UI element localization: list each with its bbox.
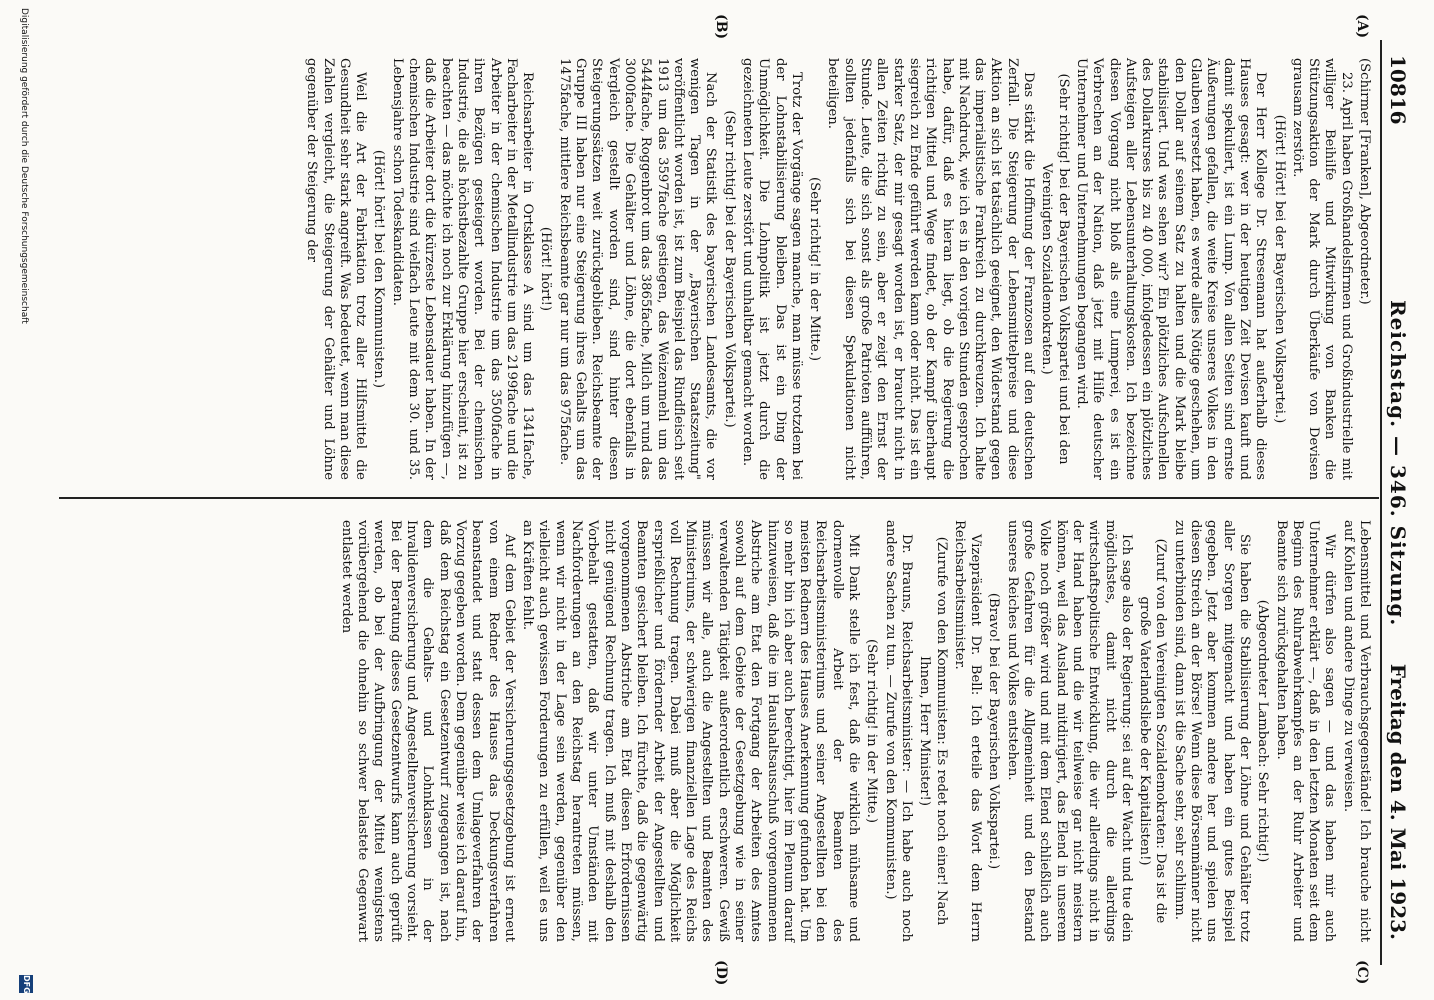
running-title: Reichstag. — 346. Sitzung. (1386, 300, 1410, 627)
paragraph: Der Herr Kollege Dr. Stresemann hat außerhalb dieses Hauses gesagt: wer in der heutigen Zeit Devisen kauft und damit spekuliert, ist ein Lump. Von allen Seiten sind ernste Äußerungen gefallen, die weite Kreise unseres Volkes in den Glauben versetzt haben, es werde alles Nötige geschehen, um den Dollar auf seinem Satz zu halten und die Mark bleibe stabilisiert. Und was sehen wir? Ein plötzliches Aufschnellen des Dollarkurses bis zu 40 000, infolgedessen ein plötzliches Aufsteigen aller Lebensunterhaltungskosten. Ich bezeichne diesen Vorgang nicht bloß als eine Lumperei, es ist ein Verbrechen an der Nation, daß jetzt mit Hilfe deutscher Unternehmer und Unternehmungen begangen wird. (1073, 58, 1269, 480)
interjection: (Sehr richtig! in der Mitte.) (864, 639, 880, 823)
paragraph: Das stärkt die Hoffnung der Franzosen auf den deutschen Zerfall. Die Steigerung der Lebensmittelpreise und diese Aktion an sich ist tatsächlich geeignet, den Widerstand gegen das imperialistische Frankreich zu durchkreuzen. Ich halte mit Nachdruck, wie ich es in den vorigen Stunden gesprochen habe, dafür, daß es hieran liegt, ob die Regierung die richtigen Mittel und Wege findet, ob der Kampf überhaupt siegreich zu Ende geführt werden kann oder nicht. Das ist ein starker Satz, der mir gesagt worden ist, er braucht nicht in allen Zeiten richtig zu sein, aber er zeigt den Ernst der Stunde. Leute, die sich sonst als große Patrioten aufführen, sollten jedenfalls sich bei diesen Spekulationen nicht beteiligen. (825, 58, 1037, 480)
digitization-note: Digitalisierung gefördert durch die Deutsche Forschungsgemeinschaft (19, 8, 29, 324)
paragraph: Ich sage also der Regierung: sei auf der Wacht und tue dein möglichstes, damit nicht durch die allerdings wirtschaftspolitische Entwicklung, die wir allerdings nicht in der Hand haben und die wir teilweise gar nicht meistern können, weil das Ausland mitdirigiert, das Elend in unserem Volke noch größer wird und mit dem Elend schließlich auch große Gefahren für die Allgemeinheit und den Bestand unseres Reiches und Volkes entstehen. (1004, 520, 1134, 942)
paragraph: Reichsarbeiter in Ortsklasse A sind um das 1341fache, Facharbeiter in der Metallindustrie um das 2199fache und die Arbeiter in der chemischen Industrie um das 3500fache in ihren Bezügen gesteigert worden. Bei der chemischen Industrie, die als höchstbezahlte Gruppe hier erscheint, ist zu beachten — das möchte ich noch zur Erklärung hinzufügen —, daß die Arbeiter dort die kürzeste Lebensdauer haben. In der chemischen Industrie sind vielfach Leute mit dem 30. und 35. Lebensjahre schon Todeskandidaten. (389, 58, 536, 480)
interjection: (Hört! Hört! bei der Bayerischen Volkspartei.) (1271, 114, 1287, 424)
paragraph: Vizepräsident Dr. Bell: Ich erteile das Wort dem Herrn Reichsarbeitsminister. (951, 520, 984, 942)
paragraph: Weil die Art der Fabrikation trotz aller Hilfsmittel die Gesundheit sehr stark angreift. Was bedeutet, wenn man diese Zahlen vergleicht, die Steigerung der Gehälter und Löhne gegenüber der Steigerung der (304, 58, 369, 480)
paragraph: Trotz der Vorgänge sagen manche, man müsse trotzdem bei der Lohnstabilisierung bleiben. Das ist ein Ding der Unmöglichkeit. Die Lohnpolitik ist jetzt durch die gezeichneten Leute zerstört und unhaltbar gemacht worden. (740, 58, 804, 480)
interjection: (Abgeordneter Lambach: Sehr richtig!) (1255, 599, 1271, 863)
margin-mark-c: (C) (1354, 960, 1370, 985)
speaker-line: (Schirmer [Franken], Abgeordneter.) (1357, 58, 1372, 305)
column-divider (59, 497, 1379, 499)
interjection: (Bravo! bei der Bayerischen Volkspartei.) (986, 592, 1002, 870)
paragraph: Lebensmittel und Verbrauchsgegenstände! Ich brauche nicht auf Kohlen und andere Dinge zu verweisen. (1340, 520, 1372, 942)
paragraph: Sie haben die Stabilisierung der Löhne und Gehälter trotz aller Sorgen mitgemacht und haben ein gutes Beispiel gegeben. Jetzt aber kommen andere her und spielen uns diesen Streich an der Börse! Wenn diese Börsenmänner nicht zu unterbinden sind, dann ist die Sache sehr, sehr schlimm. (1171, 520, 1252, 942)
page-number: 10816 (1386, 55, 1410, 125)
session-date: Freitag den 4. Mai 1923. (1386, 663, 1410, 940)
right-column (336, 520, 1372, 942)
paragraph: Wir dürfen also sagen — und das haben mir auch Unternehmer erklärt —, daß in den letzten Monaten seit dem Beginn des Ruhrabwehrkampfes an der Ruhr Arbeiter und Beamte sich zurückgehalten haben. (1273, 520, 1338, 942)
interjection: (Sehr richtig! bei der Bayerischen Volkspartei.) (721, 110, 737, 428)
interjection: (Hört! hört! bei den Kommunisten.) (371, 149, 387, 389)
margin-mark-a: (A) (1354, 14, 1370, 39)
left-column (301, 58, 1372, 480)
page-header (1378, 0, 1412, 1000)
margin-mark-d: (D) (713, 960, 729, 986)
interjection: (Sehr richtig! in der Mitte.) (807, 177, 823, 361)
paragraph: Mit Dank stelle ich fest, daß die wirklich mühsame und dornenvolle Arbeit der Beamten des Reichsarbeitsministeriums und seiner Angestellten bei den meisten Rednern des Hauses Anerkennung gefunden hat. Um so mehr bin ich aber auch berechtigt, hier im Plenum darauf hinzuweisen, daß die im Haushaltsausschuß vorgenommenen Abstriche am Etat den Fortgang der Arbeiten des Amtes sowohl auf dem Gebiete der Gesetzgebung wie in seiner verwaltenden Tätigkeit außerordentlich erschweren. Gewiß müssen wir alle, auch die Angestellten und Beamten des Ministeriums, der schwierigen finanziellen Lage des Reichs voll Rechnung tragen. Dabei muß aber die Möglichkeit ersprießlicher und fördernder Arbeit der Angestellten und Beamten gesichert bleiben. Ich fürchte, daß die gegenwärtig vorgenommenen Abstriche am Etat diesen Erfordernissen nicht genügend Rechnung tragen. Ich muß mit deshalb den Vorbehalt gestatten, daß wir unter Umständen mit Nachforderungen an den Reichstag herantreten müssen, wenn wir nicht in der Lage sein werden, gegenüber den vielleicht auch gewissen Forderungen zu erfüllen, weil es uns an Kräften fehlt. (520, 520, 862, 942)
dfg-logo: DFG (19, 975, 33, 993)
paragraph: Nach der Statistik des bayerischen Landesamts, die vor wenigen Tagen in der „Bayerischen Staatszeitung" veröffentlicht worden ist, ist zum Beispiel das Rindfleisch seit 1913 um das 3597fache gestiegen, das Weizenmehl um das 5444fache, Roggenbrot um das 3865fache, Milch um rund das 3000fache. Die Gehälter und Löhne, die dort ebenfalls in Vergleich gestellt worden sind, sind hinter diesen Steigerungssätzen weit zurückgeblieben. Reichsbeamte der Gruppe III haben nur eine Steigerung ihres Gehalts um das 1475fache, mittlere Reichsbeamte gar nur um das 975fache. (556, 58, 719, 480)
interjection: (Zuruf von den Vereinigten Sozialdemokraten: Das ist die große Vaterlandsliebe der Kapitalisten!) (1137, 538, 1169, 924)
margin-mark-b: (B) (713, 14, 729, 40)
interjection: (Hört! hört!) (538, 226, 554, 312)
interjection: (Sehr richtig! bei der Bayerischen Volkspartei und bei den Vereinigten Sozialdemokraten.) (1039, 73, 1071, 465)
header-rule (1380, 40, 1382, 965)
paragraph: Dr. Brauns, Reichsarbeitsminister: — Ich habe auch noch andere Sachen zu tun. — Zurufe von den Kommunisten.) (882, 520, 914, 942)
paragraph: 23. April haben Großhandelsfirmen und Großindustrielle mit williger Beihilfe und Mitwirkung von Banken die Stützungsaktion der Mark durch Überkäufe von Devisen grausam zerstört. (1289, 58, 1354, 480)
page-footer (9, 0, 39, 1000)
paragraph: Auf dem Gebiet der Versicherungsgesetzgebung ist erneut von einem Redner des Hauses das Deckungsverfahren beanstandet und statt dessen dem Umlageverfahren der Vorzug gegeben worden. Dem gegenüber weise ich darauf hin, daß dem Reichstag ein Gesetzentwurf zugegangen ist, nach dem die Gehalts- und Lohnklassen in der Invalidenversicherung und Angestelltenversicherung vorsieht. Bei der Beratung dieses Gesetzentwurfs kann auch geprüft werden, ob bei der Aufbringung der Mittel wenigstens vorübergehend die ohnehin so schwer belastete Gegenwart entlastet werden (338, 520, 517, 942)
interjection: (Zurufe von den Kommunisten: Es redet noch einer! Nach Ihnen, Herr Minister!) (917, 536, 949, 926)
